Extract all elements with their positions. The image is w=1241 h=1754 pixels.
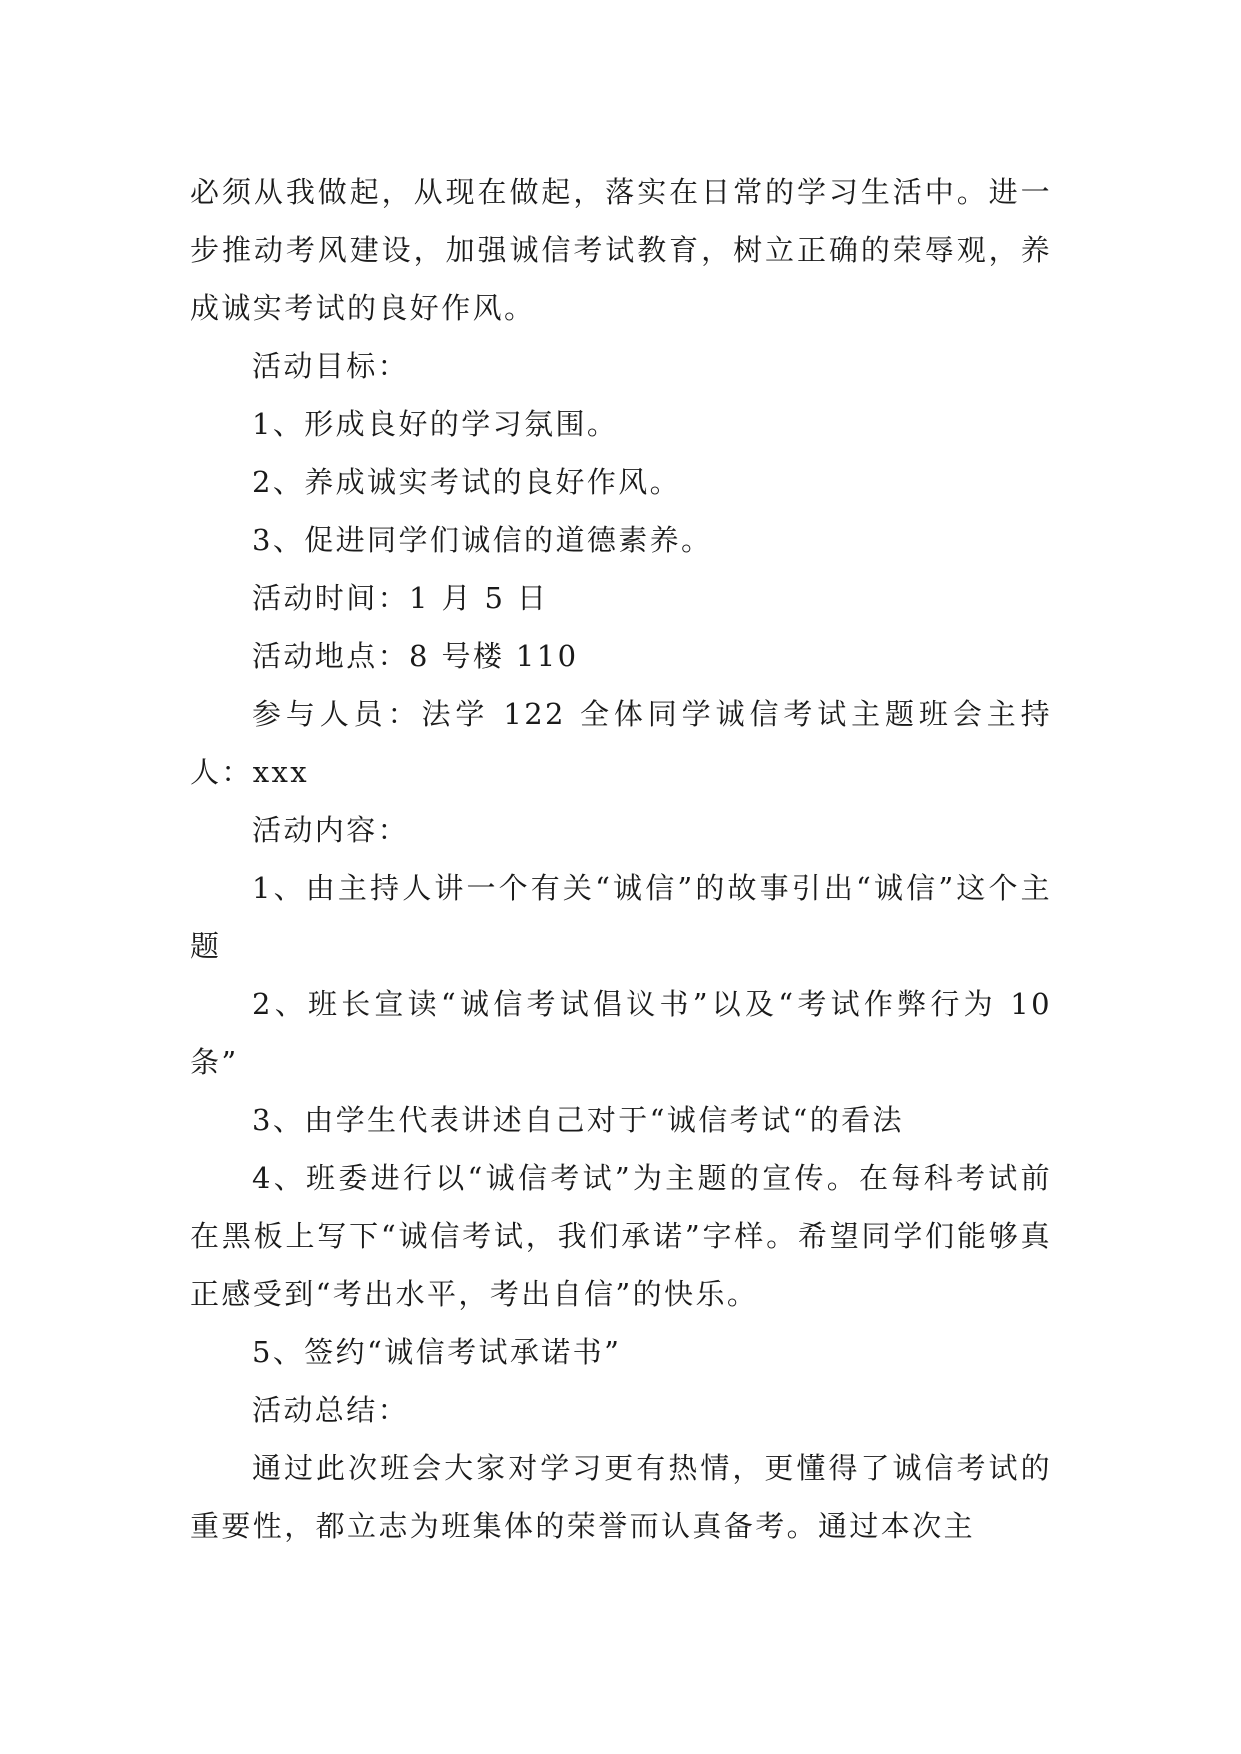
heading-activity-content: 活动内容： bbox=[252, 813, 410, 847]
content-item-5: 5、签约“诚信考试承诺书” bbox=[252, 1335, 622, 1369]
activity-location: 活动地点：8 号楼 110 bbox=[252, 639, 579, 673]
document-body bbox=[190, 163, 1052, 1555]
goal-item-3: 3、促进同学们诚信的道德素养。 bbox=[252, 523, 713, 557]
content-item-4: 4、班委进行以“诚信考试”为主题的宣传。在每科考试前在黑板上写下“诚信考试，我们承诺”字样。希望同学们能够真正感受到“考出水平，考出自信”的快乐。 bbox=[190, 1161, 1052, 1311]
heading-activity-goals: 活动目标： bbox=[252, 349, 410, 383]
activity-time: 活动时间：1 月 5 日 bbox=[252, 581, 549, 615]
heading-activity-summary: 活动总结： bbox=[252, 1393, 410, 1427]
content-item-3: 3、由学生代表讲述自己对于“诚信考试“的看法 bbox=[252, 1103, 904, 1137]
summary-paragraph: 通过此次班会大家对学习更有热情，更懂得了诚信考试的重要性，都立志为班集体的荣誉而认真备考。通过本次主 bbox=[190, 1451, 1052, 1543]
participants-and-host: 参与人员：法学 122 全体同学诚信考试主题班会主持人：xxx bbox=[190, 697, 1052, 789]
content-item-2: 2、班长宣读“诚信考试倡议书”以及“考试作弊行为 10 条” bbox=[190, 987, 1052, 1079]
goal-item-2: 2、养成诚实考试的良好作风。 bbox=[252, 465, 682, 499]
paragraph-intro: 必须从我做起，从现在做起，落实在日常的学习生活中。进一步推动考风建设，加强诚信考试教育，树立正确的荣辱观，养成诚实考试的良好作风。 bbox=[190, 175, 1052, 325]
content-item-1: 1、由主持人讲一个有关“诚信”的故事引出“诚信”这个主题 bbox=[190, 871, 1052, 963]
goal-item-1: 1、形成良好的学习氛围。 bbox=[252, 407, 619, 441]
